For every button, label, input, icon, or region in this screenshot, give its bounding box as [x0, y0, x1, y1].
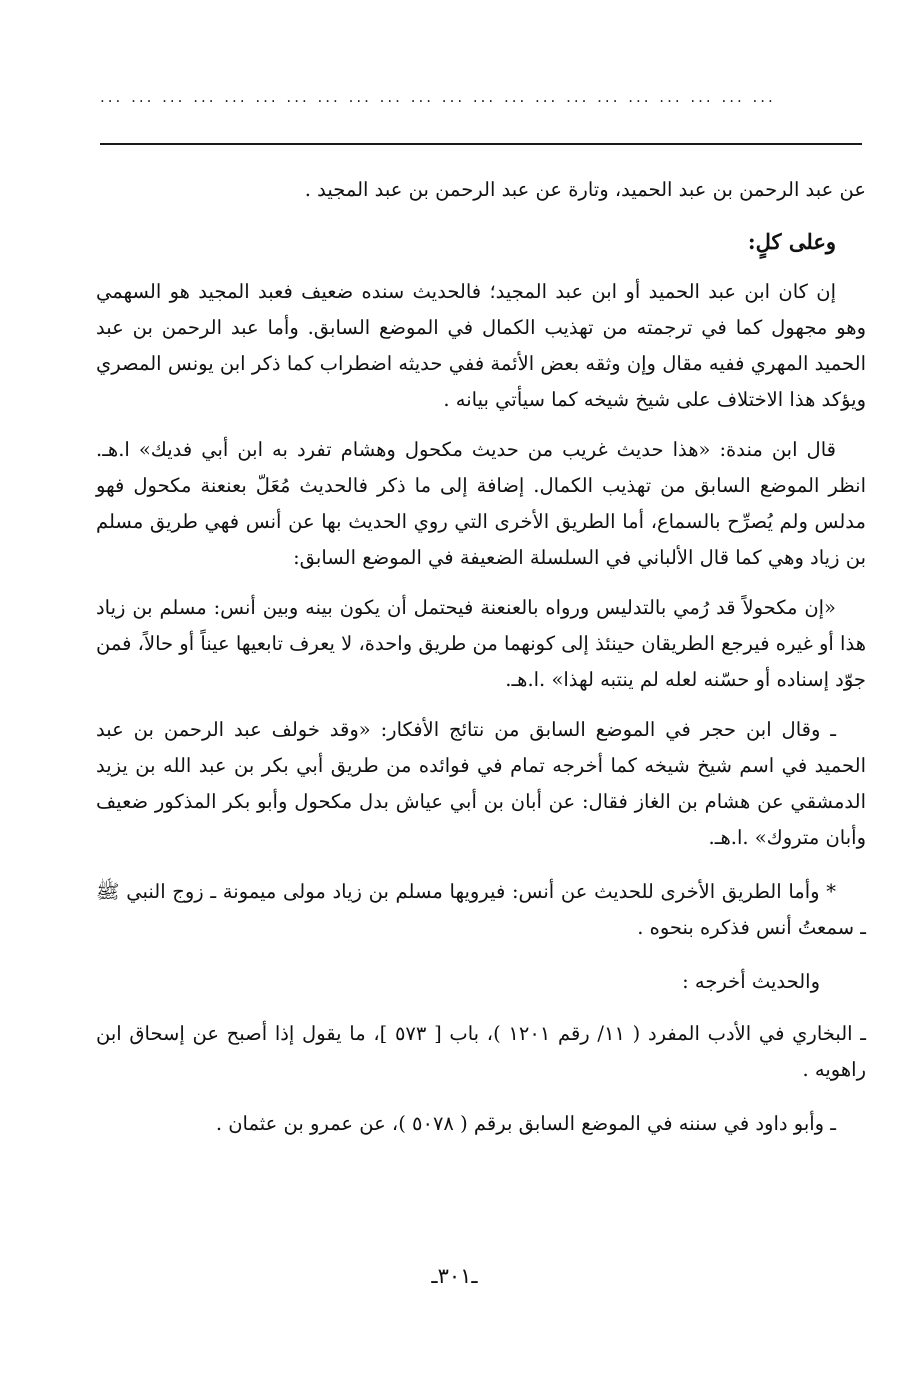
page-body — [96, 172, 866, 1152]
continuation-paragraph: عن عبد الرحمن بن عبد الحميد، وتارة عن عبد الرحمن بن عبد المجيد . — [304, 178, 866, 201]
paragraph-ibn-mandah: قال ابن مندة: «هذا حديث غريب من حديث مكحول وهشام تفرد به ابن أبي فديك» ا.هـ. انظر الموضع السابق من تهذيب الكمال. إضافة إلى ما ذكر فالحديث مُعَلّ بعنعنة مكحول فهو مدلس ولم يُصرِّح بالسماع، أما الطريق الأخرى التي روي الحديث بها عن أنس فهي طريق مسلم بن زياد وهي كما قال الألباني في السلسلة الضعيفة في الموضع السابق: — [96, 438, 866, 569]
paragraph-ibn-hajar: ـ وقال ابن حجر في الموضع السابق من نتائج الأفكار: «وقد خولف عبد الرحمن بن عبد الحميد في اسم شيخ شيخه كما أخرجه تمام في فوائده من طريق أبي بكر بن عبد الله بن يزيد الدمشقي عن هشام بن الغاز فقال: عن أبان بن أبي عياش بدل مكحول وأبو بكر المذكور ضعيف وأبان متروك» .ا.هـ. — [96, 718, 866, 849]
paragraph-bukhari: ـ البخاري في الأدب المفرد ( ١١/ رقم ١٢٠١ )، باب [ ٥٧٣ ]، ما يقول إذا أصبح عن إسحاق ابن راهويه . — [96, 1022, 867, 1081]
paragraph-analysis: إن كان ابن عبد الحميد أو ابن عبد المجيد؛ فالحديث سنده ضعيف فعبد المجيد هو السهمي وهو مجهول كما في ترجمته من تهذيب الكمال في الموضع السابق. وأما عبد الرحمن بن عبد الحميد المهري ففيه مقال وإن وثقه بعض الأئمة ففي حديثه اضطراب كما ذكر ابن يونس المصري ويؤكد هذا الاختلاف على شيخ شيخه كما سيأتي بيانه . — [96, 280, 866, 411]
paragraph-second-route: * وأما الطريق الأخرى للحديث عن أنس: فيرويها مسلم بن زياد مولى ميمونة ـ زوج النبي ﷺ ـ سمعتُ أنس فذكره بنحوه . — [96, 880, 866, 939]
header-rule — [100, 143, 862, 145]
header-dotted-line: ... ... ... ... ... ... ... ... ... ... ... ... ... ... ... ... ... ... ... ... ... ... — [100, 88, 776, 106]
section-heading: وعلى كلٍ: — [747, 229, 836, 254]
page-number: ـ٣٠١ـ — [431, 1264, 478, 1288]
paragraph-albani-quote: «إن مكحولاً قد رُمي بالتدليس ورواه بالعنعنة فيحتمل أن يكون بينه وبين أنس: مسلم بن زياد هذا أو غيره فيرجع الطريقان حينئذ إلى كونهما من طريق واحدة، لا يعرف تابعيها عيناً أو حالاً، فمن جوّد إسناده أو حسّنه لعله لم ينتبه لهذا» .ا.هـ. — [96, 596, 866, 691]
paragraph-abu-dawud: ـ وأبو داود في سننه في الموضع السابق برقم ( ٥٠٧٨ )، عن عمرو بن عثمان . — [215, 1112, 836, 1135]
paragraph-takhrij-intro: والحديث أخرجه : — [682, 970, 820, 993]
